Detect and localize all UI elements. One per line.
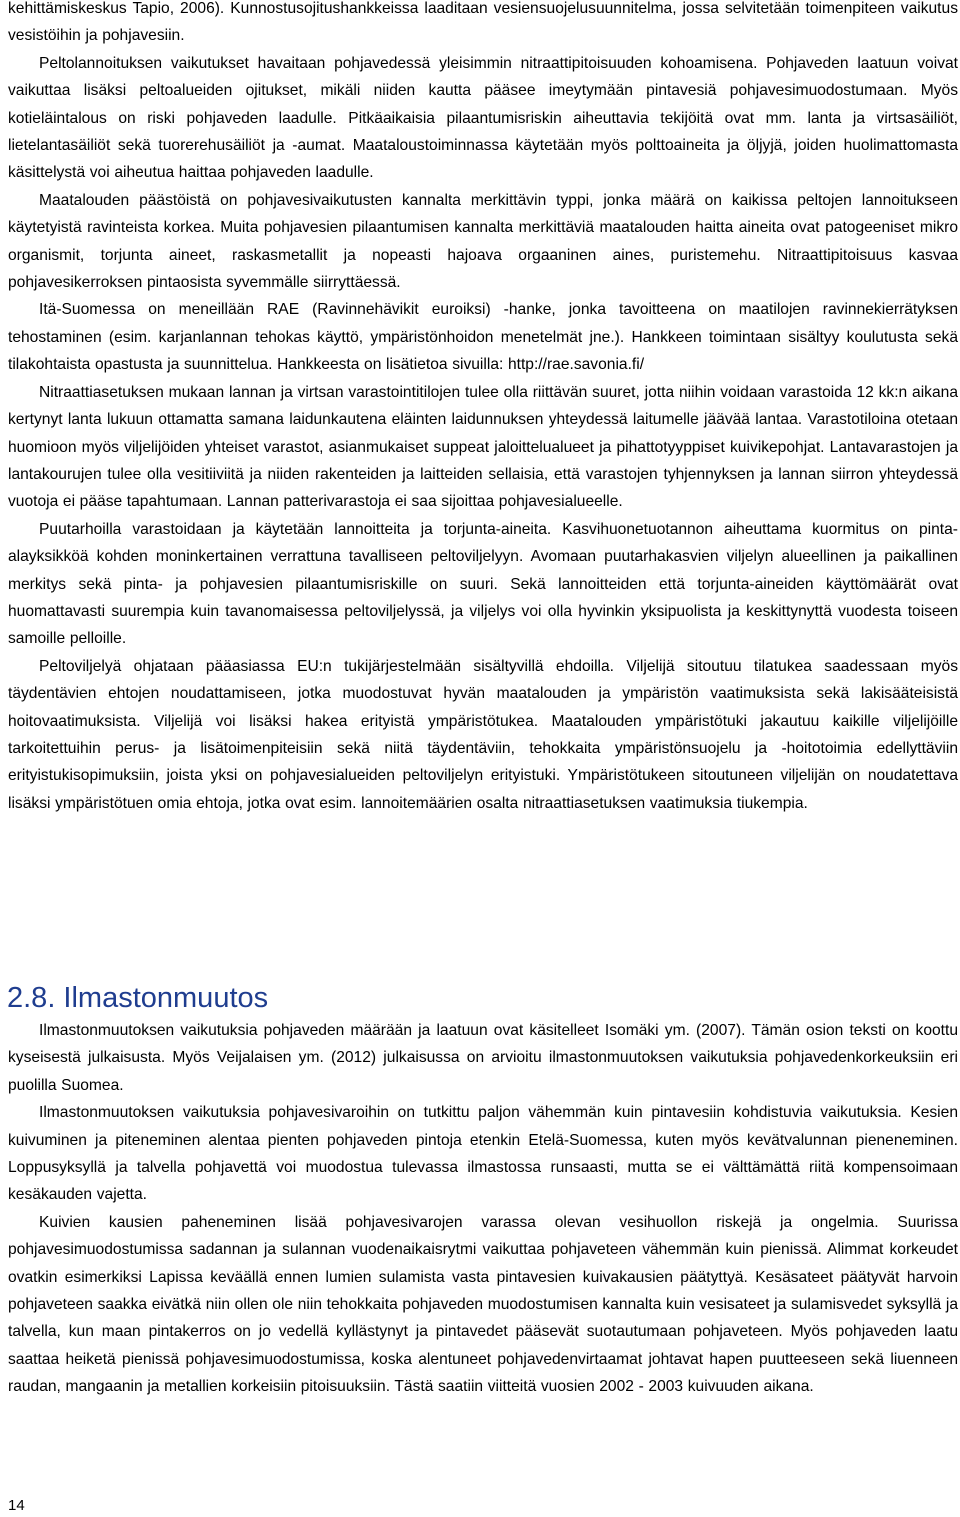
section-paragraph: Ilmastonmuutoksen vaikutuksia pohjaveden määrään ja laatuun ovat käsitelleet Isomäki ym. (2007). Tämän osion teksti on koottu kyseisestä julkaisusta. Myös Veijalaisen ym. (2012) julkaisussa on arvioitu ilmastonmuutoksen vaikutuksia pohjavedenkorkeuksiin eri puolilla Suomea. bbox=[8, 1022, 958, 1094]
document-body bbox=[8, 0, 958, 817]
body-paragraph: Nitraattiasetuksen mukaan lannan ja virtsan varastointitilojen tulee olla riittävän suuret, jotta niihin voidaan varastoida 12 kk:n aikana kertynyt lanta lukuun ottamatta samana laidunkautena eläinten laidunnuksen yhteydessä laitumelle jäävää lantaa. Varastotiloina otetaan huomioon myös viljelijöiden yhteiset varastot, asianmukaiset suppeat jaloittelualueet ja pihattotyyppiset kuivikepohjat. Lantavarastojen ja lantakourujen tulee olla vesitiiviitä ja niiden rakenteiden ja laitteiden sellaisia, että varastojen tyhjennyksen ja lannan siirron yhteydessä vuotoja ei pääse tapahtumaan. Lannan patterivarastoja ei saa sijoittaa pohjavesialueelle. bbox=[8, 383, 958, 511]
section-body bbox=[8, 1017, 958, 1401]
body-paragraph: Peltoviljelyä ohjataan pääasiassa EU:n tukijärjestelmään sisältyvillä ehdoilla. Viljelijä sitoutuu tilatukea saadessaan myös täydentävien ehtojen noudattamiseen, jotka muodostuvat hyvän maatalouden ja ympäristön vaatimuksista sekä lakisääteisistä hoitovaatimuksista. Viljelijä voi lisäksi hakea erityistä ympäristötukea. Maatalouden ympäristötuki jakautuu kaikille viljelijöille tarkoitettuihin perus- ja lisätoimenpiteisiin sekä niitä täydentäviin, tehokkaita ympäristönsuojelu ja -hoitotoimia edellyttäviin erityistukisopimuksiin, joista yksi on pohjavesialueiden peltoviljelyn erityistuki. Ympäristötukeen sitoutuneen viljelijän on noudatettava lisäksi ympäristötuen omia ehtoja, jotka ovat esim. lannoitemäärien osalta nitraattiasetuksen vaatimuksia tiukempia. bbox=[8, 657, 958, 812]
body-paragraph: Itä-Suomessa on meneillään RAE (Ravinnehävikit euroiksi) -hanke, jonka tavoitteena on maatilojen ravinnekierrätyksen tehostaminen (esim. karjanlannan tehokas käyttö, ympäristönhoidon menetelmät jne.). Hankkeen toimintaan sisältyy koulutusta sekä tilakohtaista opastusta ja suunnittelua. Hankkeesta on lisätietoa sivuilla: http://rae.savonia.fi/ bbox=[8, 301, 958, 374]
page-number: 14 bbox=[8, 1497, 25, 1514]
section-paragraph: Ilmastonmuutoksen vaikutuksia pohjavesivaroihin on tutkittu paljon vähemmän kuin pintavesiin kohdistuvia vaikutuksia. Kesien kuivuminen ja piteneminen alentaa pienten pohjaveden pintoja etenkin Etelä-Suomessa, kuten myös kevätvalunnan pieneneminen. Loppusyksyllä ja talvella pohjavettä voi muodostua tulevassa ilmastossa runsaasti, mutta se ei välttämättä riitä kompensoimaan kesäkauden vajetta. bbox=[8, 1104, 958, 1204]
body-paragraph: kehittämiskeskus Tapio, 2006). Kunnostusojitushankkeissa laaditaan vesiensuojelusuunnitelma, jossa selvitetään toimenpiteen vaikutus vesistöihin ja pohjavesiin. bbox=[8, 0, 958, 45]
section-heading: 2.8. Ilmastonmuutos bbox=[7, 982, 269, 1014]
body-paragraph: Peltolannoituksen vaikutukset havaitaan pohjavedessä yleisimmin nitraattipitoisuuden kohoamisena. Pohjaveden laatuun voivat vaikuttaa lisäksi peltoalueiden ojitukset, mikäli niiden kautta pääsee imeytymään pintavesiä pohjavesimuodostumaan. Myös kotieläintalous on riski pohjaveden laadulle. Pitkäaikaisia pilaantumisriskin aiheuttavia tekijöitä ovat mm. lanta ja virtsasäiliöt, lietelantasäiliöt sekä tuorerehusäiliöt ja -aumat. Maataloustoiminnassa käytetään myös polttoaineita ja öljyjä, joiden huolimattomasta käsittelystä voi aiheutua haittaa pohjaveden laadulle. bbox=[8, 54, 958, 182]
body-paragraph: Maatalouden päästöistä on pohjavesivaikutusten kannalta merkittävin typpi, jonka määrä on kaikissa peltojen lannoitukseen käytetyistä ravinteista korkea. Muita pohjavesien pilaantumisen kannalta merkittäviä maatalouden haitta aineita ovat patogeeniset mikro organismit, torjunta aineet, raskasmetallit ja nopeasti hajoava orgaaninen aines, puristemehu. Nitraattipitoisuus kasvaa pohjavesikerroksen pintaosista syvemmälle siirryttäessä. bbox=[8, 191, 958, 292]
body-paragraph: Puutarhoilla varastoidaan ja käytetään lannoitteita ja torjunta-aineita. Kasvihuonetuotannon aiheuttama kuormitus on pinta-alayksikköä kohden moninkertainen verrattuna tavalliseen peltoviljelyyn. Avomaan puutarhakasvien viljelyn alueellinen ja paikallinen merkitys sekä pinta- ja pohjavesien pilaantumisriskille on suuri. Sekä lannoitteiden että torjunta-aineiden käyttömäärät ovat huomattavasti suurempia kuin tavanomaisessa peltoviljelyssä, ja viljelys voi olla hyvinkin yksipuolista ja keskittynyttä vuodesta toiseen samoille pelloille. bbox=[8, 520, 958, 648]
section-paragraph: Kuivien kausien paheneminen lisää pohjavesivarojen varassa olevan vesihuollon riskejä ja ongelmia. Suurissa pohjavesimuodostumissa sadannan ja sulannan vuodenaikaisrytmi vaikuttaa pohjaveteen vähemmän kuin pienissä. Alimmat korkeudet ovatkin esimerkiksi Lapissa keväällä ennen lumien sulamista vasta pintavesien kuivakausien päätyttyä. Kesäsateet päätyvät harvoin pohjaveteen saakka eivätkä niin ollen ole niin tehokkaita pohjaveden muodostumisen kannalta kuin vesisateet ja sulamisvedet syksyllä ja talvella, kun maan pintakerros on jo vedellä kyllästynyt ja pintavedet pääsevät suotautumaan pohjaveteen. Myös pohjaveden laatu saattaa heiketä pienissä pohjavesimuodostumissa, koska alentuneet pohjavedenvirtaamat johtavat hapen puutteeseen sekä liuenneen raudan, mangaanin ja metallien korkeisiin pitoisuuksiin. Tästä saatiin viitteitä vuosien 2002 - 2003 kuivuuden aikana. bbox=[8, 1213, 958, 1396]
